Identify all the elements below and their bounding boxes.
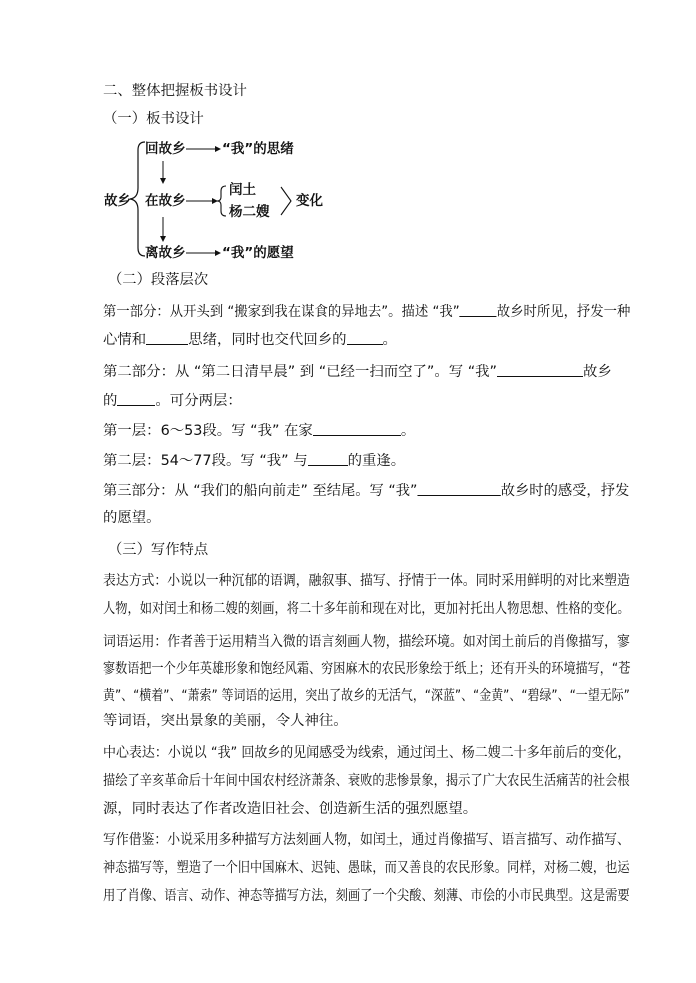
fill-blank[interactable] (146, 330, 188, 345)
part2-text-d: 。可分两层： (155, 393, 242, 409)
part1-text-e: 。 (382, 332, 397, 348)
part3-line1 (103, 481, 630, 501)
diagram-runtu: 闰土 (229, 182, 256, 198)
part2-text-c: 的 (103, 393, 118, 409)
subheading-writing-features: （三）写作特点 (108, 542, 209, 558)
diagram-leave-result: “我”的愿望 (222, 245, 294, 261)
diagram-leave-home: 离故乡 (145, 245, 186, 261)
layer1-text-b: 。 (400, 423, 416, 439)
fill-blank[interactable] (313, 421, 401, 436)
part1-text-b: 故乡时所见，抒发一种 (496, 304, 631, 320)
diagram-at-home: 在故乡 (145, 193, 186, 209)
layer2-line (103, 451, 628, 471)
part1-text-d: 思绪，同时也交代回乡的 (188, 332, 347, 348)
fill-blank[interactable] (417, 481, 500, 496)
diagram-root: 故乡 (104, 193, 131, 209)
part1-text-a: 第一部分：从开头到 “搬家到我在谋食的异地去”。描述 “我” (103, 304, 460, 320)
wording-line3: 黄”、“横着”、“萧索” 等词语的运用，突出了故乡的无活气，“深蓝”、“金黄”、“碧绿”、“一望无际” (103, 688, 630, 704)
part1-line1 (103, 302, 631, 322)
theme-line2: 描绘了辛亥革命后十年间中国农村经济萧条、衰败的悲惨景象，揭示了广大农民生活痛苦的社会根 (103, 773, 630, 789)
fill-blank[interactable] (460, 302, 497, 317)
reference-line1: 写作借鉴：小说采用多种描写方法刻画人物，如闰土，通过肖像描写、语言描写、动作描写、 (103, 832, 630, 848)
fill-blank[interactable] (497, 362, 583, 377)
expression-line1: 表达方式：小说以一种沉郁的语调，融叙事、描写、抒情于一体。同时采用鲜明的对比来塑造 (103, 573, 630, 589)
diagram-change: 变化 (296, 193, 323, 209)
reference-line2: 神态描写等，塑造了一个旧中国麻木、迟钝、愚昧，而又善良的农民形象。同样，对杨二嫂，也运 (103, 860, 630, 876)
section-heading: 二、整体把握板书设计 (103, 83, 247, 99)
fill-blank[interactable] (347, 330, 383, 345)
wording-line2: 寥数语把一个少年英雄形象和饱经风霜、穷困麻木的农民形象绘于纸上；还有开头的环境描写，“苍 (103, 661, 631, 677)
part3-text-b: 故乡时的感受，抒发 (500, 483, 630, 499)
fill-blank[interactable] (308, 451, 348, 466)
layer2-text-a: 第二层：54～77段。写 “我” 与 (103, 453, 308, 469)
expression-line2: 人物，如对闰土和杨二嫂的刻画，将二十多年前和现在对比，更加衬托出人物思想、性格的变化。 (103, 601, 630, 617)
reference-line3: 用了肖像、语言、动作、神态等描写方法，刻画了一个尖酸、刻薄、市侩的小市民典型。这是需要 (103, 888, 630, 904)
diagram-return-result: “我”的思绪 (222, 141, 294, 157)
layer1-line (103, 421, 628, 441)
layer2-text-b: 的重逢。 (347, 453, 406, 469)
wording-line1: 词语运用：作者善于运用精当入微的语言刻画人物，描绘环境。如对闰土前后的肖像描写，寥 (103, 634, 630, 650)
part1-line2 (103, 330, 628, 350)
part2-text-b: 故乡 (583, 364, 612, 380)
diagram-return-home: 回故乡 (145, 141, 186, 157)
part2-line1 (103, 362, 628, 382)
theme-line3: 源，同时表达了作者改造旧社会、创造新生活的强烈愿望。 (103, 801, 478, 817)
layer1-text-a: 第一层：6～53段。写 “我” 在家 (103, 423, 313, 439)
subheading-board-design: （一）板书设计 (103, 111, 204, 127)
part1-text-c: 心情和 (103, 332, 147, 348)
part3-line2: 的愿望。 (103, 510, 161, 526)
part3-text-a: 第三部分：从 “我们的船向前走” 至结尾。写 “我” (103, 483, 418, 499)
wording-line4: 等词语，突出景象的美丽，令人神往。 (103, 713, 348, 729)
part2-line2 (103, 391, 628, 411)
subheading-paragraph-levels: （二）段落层次 (108, 272, 209, 288)
diagram-yang: 杨二嫂 (229, 204, 270, 220)
part2-text-a: 第二部分：从 “第二日清早晨” 到 “已经一扫而空了”。写 “我” (103, 364, 498, 380)
fill-blank[interactable] (117, 391, 155, 406)
theme-line1: 中心表达：小说以 “我” 回故乡的见闻感受为线索，通过闰土、杨二嫂二十多年前后的变化， (103, 745, 631, 761)
